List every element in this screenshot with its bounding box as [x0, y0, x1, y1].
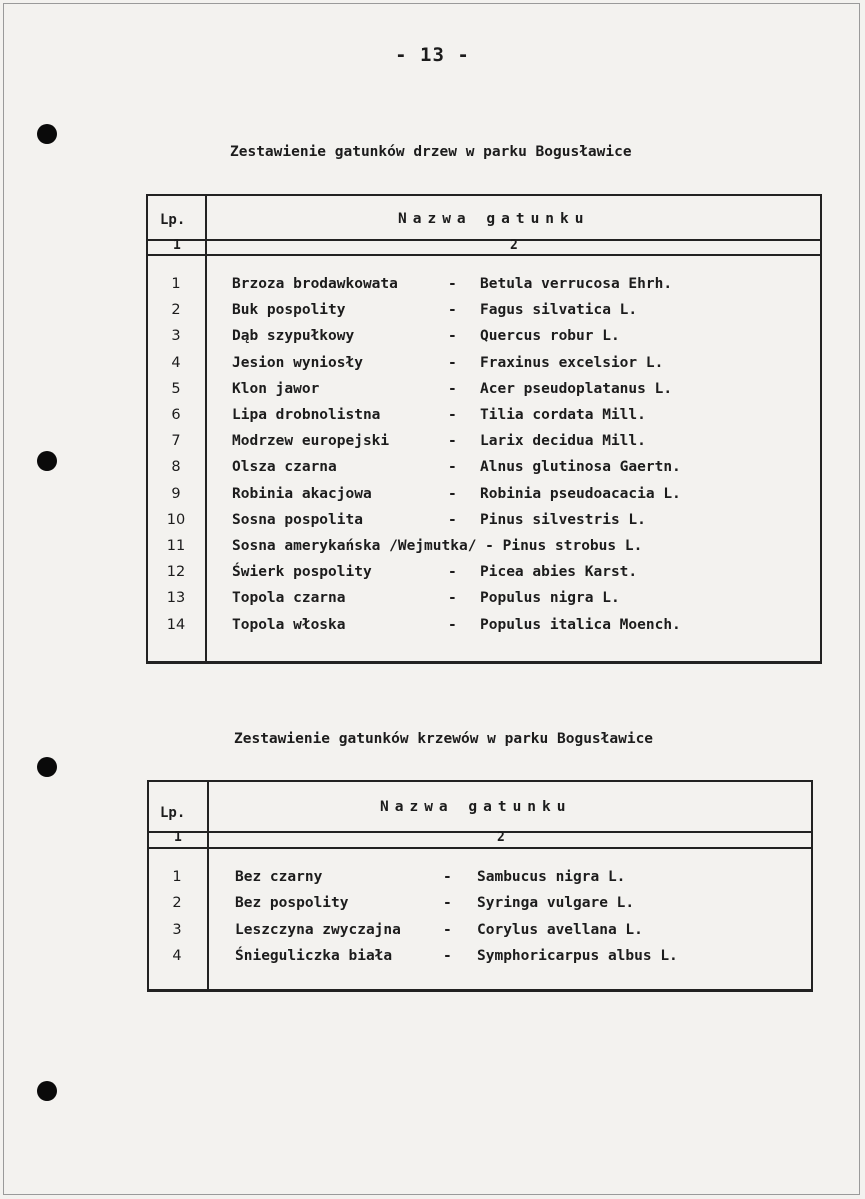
polish-name: Topola włoska: [232, 616, 346, 633]
latin-name: Symphoricarpus albus L.: [477, 947, 678, 964]
trees-table: [146, 194, 822, 664]
latin-name: Larix decidua Mill.: [480, 433, 646, 450]
latin-name: Robinia pseudoacacia L.: [480, 485, 681, 502]
row-number: 4: [172, 947, 182, 964]
separator-dash: -: [448, 616, 457, 633]
latin-name: Populus italica Moench.: [480, 616, 681, 633]
row-number: 2: [171, 302, 181, 319]
polish-name: Lipa drobnolistna: [232, 407, 381, 423]
header-name: Nazwa gatunku: [398, 211, 590, 227]
latin-name: Fagus silvatica L.: [480, 302, 638, 319]
separator-dash: -: [448, 590, 457, 607]
polish-name: Brzoza brodawkowata: [232, 276, 398, 292]
punch-hole-icon: [37, 757, 57, 777]
header-rule: [146, 239, 822, 241]
table-row: [147, 922, 807, 948]
table-row: [146, 433, 816, 459]
column-number-2: 2: [497, 830, 505, 845]
separator-dash: -: [448, 433, 457, 450]
table-row: [146, 512, 816, 538]
row-number: 7: [171, 433, 181, 450]
row-number: 10: [166, 511, 186, 528]
latin-name: Syringa vulgare L.: [477, 895, 635, 912]
table-row: [146, 328, 816, 354]
separator-dash: -: [448, 380, 457, 397]
row-number: 3: [171, 328, 181, 345]
row-number: 1: [171, 276, 181, 292]
polish-name: Klon jawor: [232, 380, 320, 397]
column-number-1: 1: [173, 238, 181, 253]
punch-hole-icon: [37, 124, 57, 144]
row-number: 12: [166, 564, 186, 581]
table-row: [146, 459, 816, 485]
separator-dash: -: [448, 564, 457, 581]
latin-name: Corylus avellana L.: [477, 921, 643, 938]
separator-dash: -: [443, 921, 452, 938]
row-number: 8: [171, 459, 181, 476]
polish-name: Robinia akacjowa: [232, 485, 372, 502]
polish-name: Leszczyna zwyczajna: [235, 921, 401, 938]
punch-hole-icon: [37, 451, 57, 471]
trees-caption: Zestawienie gatunków drzew w parku Bogusławice: [230, 144, 632, 160]
separator-dash: -: [448, 328, 457, 345]
latin-name: Picea abies Karst.: [480, 564, 638, 581]
polish-name: Bez pospolity: [235, 895, 349, 912]
shrubs-caption: Zestawienie gatunków krzewów w parku Bogusławice: [234, 731, 654, 747]
row-number: 5: [171, 380, 181, 397]
table-row: [147, 895, 807, 921]
table-row: [147, 869, 807, 895]
table-row: [146, 381, 816, 407]
table-row: [146, 564, 816, 590]
column-number-1: 1: [174, 830, 182, 845]
polish-name: Dąb szypułkowy: [232, 328, 355, 345]
header-lp: Lp.: [160, 212, 186, 228]
polish-name: Świerk pospolity: [232, 564, 372, 581]
row-number: 2: [172, 895, 182, 912]
separator-dash: -: [448, 459, 457, 476]
shrubs-table: [147, 780, 813, 992]
table-row: [147, 948, 807, 974]
polish-name: Śnieguliczka biała: [235, 947, 393, 964]
polish-name: Bez czarny: [235, 869, 323, 885]
header-lp: Lp.: [160, 805, 186, 821]
table-bottom-rule: [146, 661, 822, 664]
polish-name: Olsza czarna: [232, 459, 337, 476]
separator-dash: -: [448, 354, 457, 371]
table-right-rule: [820, 194, 822, 664]
row-number: 1: [172, 869, 182, 885]
separator-dash: -: [448, 485, 457, 502]
species-entry: Sosna amerykańska /Wejmutka/ - Pinus strobus L.: [232, 538, 643, 554]
latin-name: Pinus silvestris L.: [480, 511, 646, 528]
row-number: 14: [166, 616, 186, 633]
latin-name: Fraxinus excelsior L.: [480, 354, 664, 371]
table-row: [146, 617, 816, 643]
polish-name: Jesion wyniosły: [232, 354, 363, 371]
row-number: 13: [166, 590, 186, 607]
punch-hole-icon: [37, 1081, 57, 1101]
row-number: 4: [171, 354, 181, 371]
row-number: 11: [166, 538, 186, 554]
separator-dash: -: [443, 895, 452, 912]
header-rule: [147, 831, 813, 833]
table-row: [146, 355, 816, 381]
table-row: [146, 590, 816, 616]
latin-name: Tilia cordata Mill.: [480, 407, 646, 423]
separator-dash: -: [448, 276, 457, 292]
latin-name: Populus nigra L.: [480, 590, 620, 607]
latin-name: Alnus glutinosa Gaertn.: [480, 459, 681, 476]
table-row: [146, 407, 816, 433]
separator-dash: -: [448, 407, 457, 423]
header-name: Nazwa gatunku: [380, 799, 572, 815]
separator-dash: -: [443, 869, 452, 885]
polish-name: Modrzew europejski: [232, 433, 390, 450]
separator-dash: -: [443, 947, 452, 964]
separator-dash: -: [448, 302, 457, 319]
row-number: 9: [171, 485, 181, 502]
latin-name: Quercus robur L.: [480, 328, 620, 345]
polish-name: Sosna pospolita: [232, 511, 363, 528]
table-row: [146, 538, 816, 564]
table-right-rule: [811, 780, 813, 992]
latin-name: Sambucus nigra L.: [477, 869, 626, 885]
table-top-rule: [147, 780, 813, 782]
row-number: 6: [171, 407, 181, 423]
table-bottom-rule: [147, 989, 813, 992]
header-rule: [147, 847, 813, 849]
table-top-rule: [146, 194, 822, 196]
page-number: - 13 -: [395, 44, 470, 66]
header-rule: [146, 254, 822, 256]
table-row: [146, 276, 816, 302]
table-row: [146, 486, 816, 512]
polish-name: Topola czarna: [232, 590, 346, 607]
polish-name: Buk pospolity: [232, 302, 346, 319]
row-number: 3: [172, 921, 182, 938]
latin-name: Acer pseudoplatanus L.: [480, 380, 673, 397]
column-number-2: 2: [510, 238, 518, 253]
separator-dash: -: [448, 511, 457, 528]
table-row: [146, 302, 816, 328]
latin-name: Betula verrucosa Ehrh.: [480, 276, 673, 292]
